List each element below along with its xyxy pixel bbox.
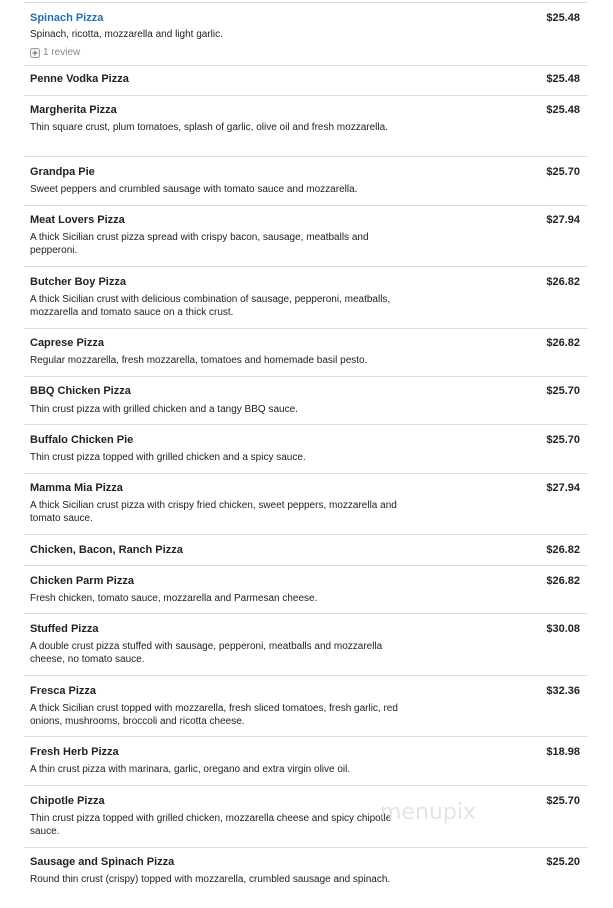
menu-item-name: Fresca Pizza [30,685,97,697]
menu-item-description: A thick Sicilian crust topped with mozzarella, fresh sliced tomatoes, fresh garlic, red onions, mushrooms, broccoli and ricotta cheese. [30,703,398,727]
menu-item-price: $25.70 [546,385,580,397]
menu-item-price: $26.82 [546,544,580,556]
menu-item-description: A thin crust pizza with marinara, garlic, oregano and extra virgin olive oil. [30,764,351,775]
menu-item-price: $32.36 [546,685,580,697]
menu-item [24,786,588,848]
menu-item-price: $25.70 [546,166,580,178]
menu-item-name: BBQ Chicken Pizza [30,385,131,397]
menu-item [24,614,588,676]
menu-item [24,4,588,66]
menu-item [24,206,588,267]
menu-item-price: $26.82 [546,337,580,349]
menu-item-name: Chicken, Bacon, Ranch Pizza [30,544,183,556]
menu-item-name: Chipotle Pizza [30,795,105,807]
menu-item [24,425,588,474]
menu-item-price: $25.70 [546,434,580,446]
menu-item-description: Thin crust pizza topped with grilled chicken and a spicy sauce. [30,452,306,463]
menu-item-price: $25.48 [546,104,580,116]
menu-item-description: Thin crust pizza with grilled chicken and a tangy BBQ sauce. [30,404,298,415]
menu-item-name: Fresh Herb Pizza [30,746,119,758]
menu-item-price: $27.94 [546,482,580,494]
menu-item [24,848,588,908]
menu-item-name: Meat Lovers Pizza [30,214,125,226]
menu-item-description: Fresh chicken, tomato sauce, mozzarella and Parmesan cheese. [30,593,318,604]
review-link[interactable] [30,46,80,59]
menu-item-name: Chicken Parm Pizza [30,575,134,587]
menu-item-price: $26.82 [546,575,580,587]
menu-item-description: Regular mozzarella, fresh mozzarella, tomatoes and homemade basil pesto. [30,355,368,366]
top-divider [24,2,588,3]
menu-item [24,737,588,786]
menu-item-name[interactable]: Spinach Pizza [30,12,104,24]
menu-item [24,474,588,535]
menu-item [24,377,588,425]
menu-item-name: Buffalo Chicken Pie [30,434,134,446]
menupix-watermark: menupix [380,800,476,825]
menu-item [24,267,588,329]
menu-item-price: $25.20 [546,856,580,868]
menu-item-price: $25.48 [546,12,580,24]
menu-item-price: $26.82 [546,276,580,288]
menu-item-description: Thin square crust, plum tomatoes, splash of garlic, olive oil and fresh mozzarella. [30,122,388,133]
menu-item-price: $18.98 [546,746,580,758]
menu-item [24,157,588,206]
menu-item-name: Mamma Mia Pizza [30,482,123,494]
menu-item-name: Stuffed Pizza [30,623,99,635]
menu-item-description: A double crust pizza stuffed with sausage, pepperoni, meatballs and mozzarella cheese, no tomato sauce. [30,641,383,665]
menu-item-price: $25.48 [546,73,580,85]
menu-item-description: Sweet peppers and crumbled sausage with tomato sauce and mozzarella. [30,184,358,195]
menu-item [24,676,588,737]
menu-item-price: $27.94 [546,214,580,226]
menu-item [24,66,588,96]
menu-item [24,566,588,614]
review-count[interactable]: 1 review [43,47,81,58]
menu-item-description: A thick Sicilian crust with delicious combination of sausage, pepperoni, meatballs, mozzarella and tomato sauce on a thick crust. [30,294,391,318]
menu-item-name: Penne Vodka Pizza [30,73,129,85]
menu-item-name: Caprese Pizza [30,337,104,349]
menu-item [24,96,588,157]
add-review-icon [30,48,40,58]
menu-item-description: A thick Sicilian crust pizza with crispy fried chicken, sweet peppers, mozzarella and tomato sauce. [30,500,397,524]
menu-item-description: Round thin crust (crispy) topped with mozzarella, crumbled sausage and spinach. [30,874,391,885]
menu-item-name: Margherita Pizza [30,104,117,116]
menu-item-price: $30.08 [546,623,580,635]
menu-item-name: Grandpa Pie [30,166,95,178]
menu-item-name: Butcher Boy Pizza [30,276,126,288]
menu-item-description: Thin crust pizza topped with grilled chicken, mozzarella cheese and spicy chipotle sauce. [30,813,392,837]
menu-item-name: Sausage and Spinach Pizza [30,856,175,868]
menu-item-description: A thick Sicilian crust pizza spread with crispy bacon, sausage, meatballs and pepperoni. [30,232,369,256]
menu-item [24,329,588,377]
menu-item-description: Spinach, ricotta, mozzarella and light garlic. [30,29,223,40]
menu-item-price: $25.70 [546,795,580,807]
menu-item [24,535,588,566]
